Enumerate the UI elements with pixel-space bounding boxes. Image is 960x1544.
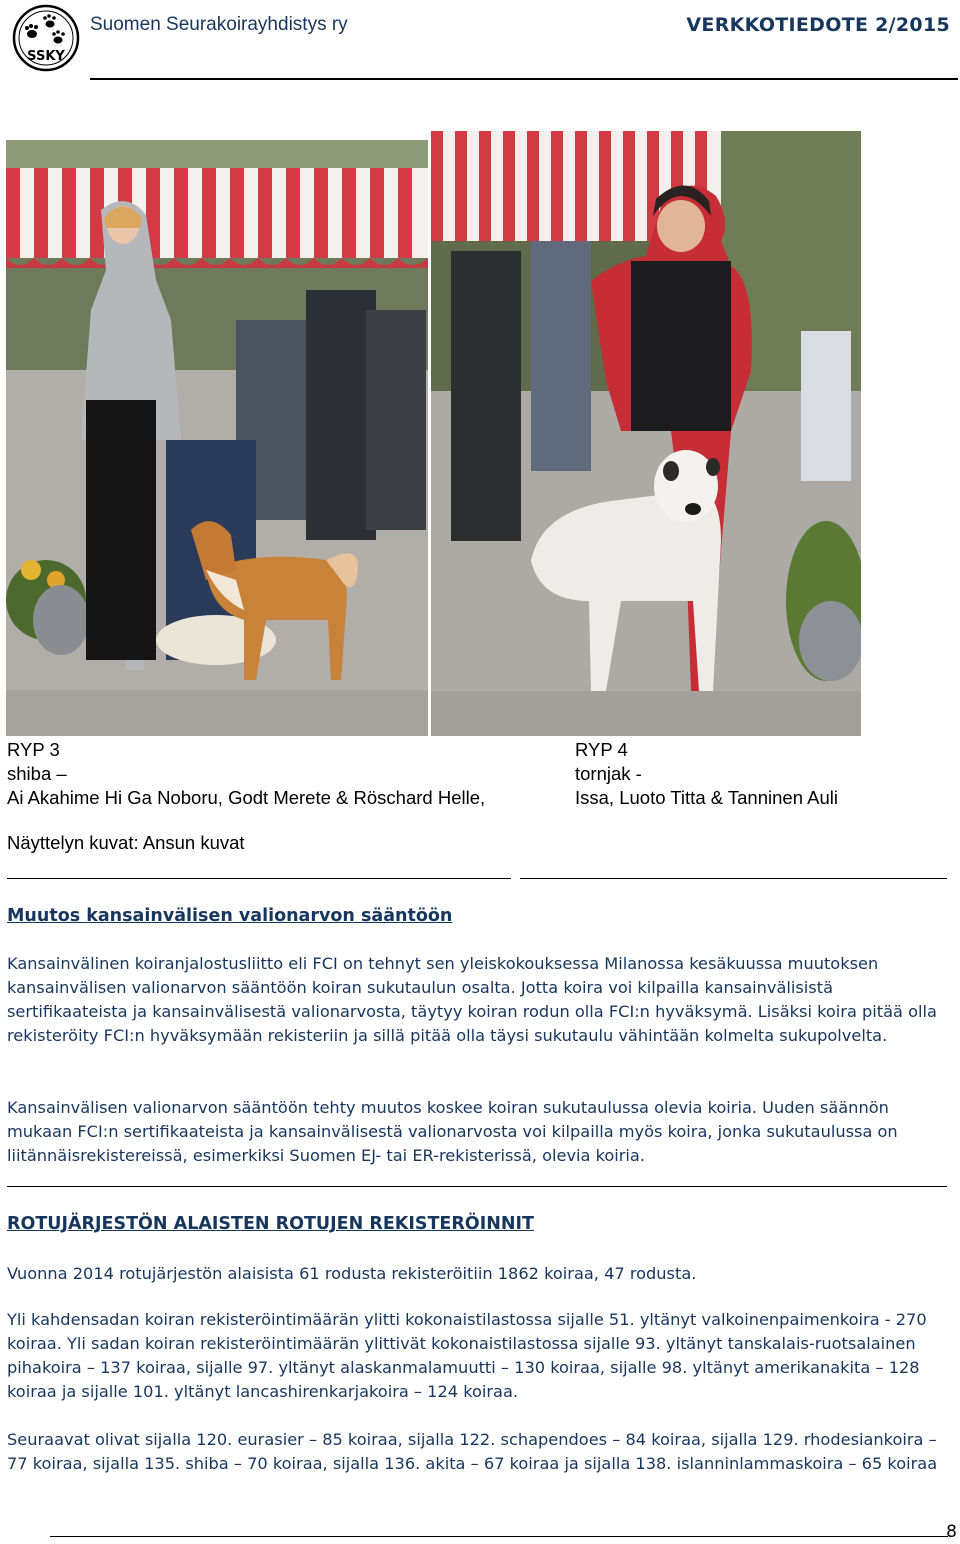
page-header (0, 0, 960, 84)
header-divider (90, 78, 958, 80)
organization-name: Suomen Seurakoirayhdistys ry (90, 14, 348, 35)
section-divider (520, 878, 947, 879)
photo-shiba (6, 140, 428, 736)
caption-line: Ai Akahime Hi Ga Noboru, Godt Merete & Röschard Helle, (7, 787, 486, 808)
paragraph: Kansainvälinen koiranjalostusliitto eli FCI on tehnyt sen yleiskokouksessa Milanossa kesäkuussa muutoksen kansainvälisen valionarvon sääntöön koiran sukutaulun osalta. Jotta koira voi kilpailla kansainvälisistä sertifikaateista ja kansainvälisestä valionarvosta, täytyy koiran rodun olla FCI:n hyväksymä. Lisäksi koira pitää olla rekisteröity FCI:n hyväksymään rekisteriin ja sillä pitää olla täysi sukutaulu vähintään kolmelta sukupolvelta. (7, 954, 937, 1045)
section-heading: Muutos kansainvälisen valionarvon sääntöön (7, 906, 453, 926)
caption-shiba (7, 738, 485, 810)
issue-title: VERKKOTIEDOTE 2/2015 (686, 14, 950, 36)
section-heading: ROTUJÄRJESTÖN ALAISTEN ROTUJEN REKISTERÖINNIT (7, 1214, 534, 1234)
logo-text: SSKY (27, 49, 65, 64)
caption-tornjak (575, 738, 838, 810)
paragraph: Seuraavat olivat sijalla 120. eurasier – 85 koiraa, sijalla 122. schapendoes – 84 koiraa, sijalla 129. rhodesiankoira – 77 koiraa, sijalla 135. shiba – 70 koiraa, sijalla 136. akita – 67 koiraa ja sijalla 138. islanninlammaskoira – 65 koiraa (7, 1430, 938, 1473)
caption-line: Issa, Luoto Titta & Tanninen Auli (575, 787, 838, 808)
page-number: 8 (946, 1522, 957, 1542)
caption-line: shiba – (7, 763, 67, 784)
caption-line: tornjak - (575, 763, 642, 784)
section-divider (7, 878, 511, 879)
caption-line: RYP 4 (575, 739, 628, 760)
paragraph: Kansainvälisen valionarvon sääntöön tehty muutos koskee koiran sukutaulussa olevia koiria. Uuden säännön mukaan FCI:n sertifikaateista ja kansainvälisestä valionarvosta voi kilpailla myös koira, jonka sukutaulussa on liitännäisrekistereissä, esimerkiksi Suomen EJ- tai ER-rekisterissä, olevia koiria. (7, 1098, 898, 1165)
paragraph: Vuonna 2014 rotujärjestön alaisista 61 rodusta rekisteröitiin 1862 koiraa, 47 rodusta. (7, 1264, 697, 1283)
photo-tornjak (431, 131, 861, 736)
ssky-logo (12, 2, 80, 74)
paragraph: Yli kahdensadan koiran rekisteröintimäärän ylitti kokonaistilastossa sijalle 51. yltänyt valkoinenpaimenkoira - 270 koiraa. Yli sadan koiran rekisteröintimäärän ylittivät kokonaistilastossa sijalle 93. yltänyt tanskalais-ruotsalainen pihakoira – 137 koiraa, sijalle 97. yltänyt alaskanmalamuutti – 130 koiraa, sijalle 98. yltänyt amerikanakita – 128 koiraa ja sijalle 101. yltänyt lancashirenkarjakoira – 124 koiraa. (7, 1310, 927, 1401)
caption-line: RYP 3 (7, 739, 60, 760)
section-divider (7, 1186, 947, 1187)
photo-credit: Näyttelyn kuvat: Ansun kuvat (7, 832, 245, 853)
footer-divider (50, 1536, 948, 1537)
